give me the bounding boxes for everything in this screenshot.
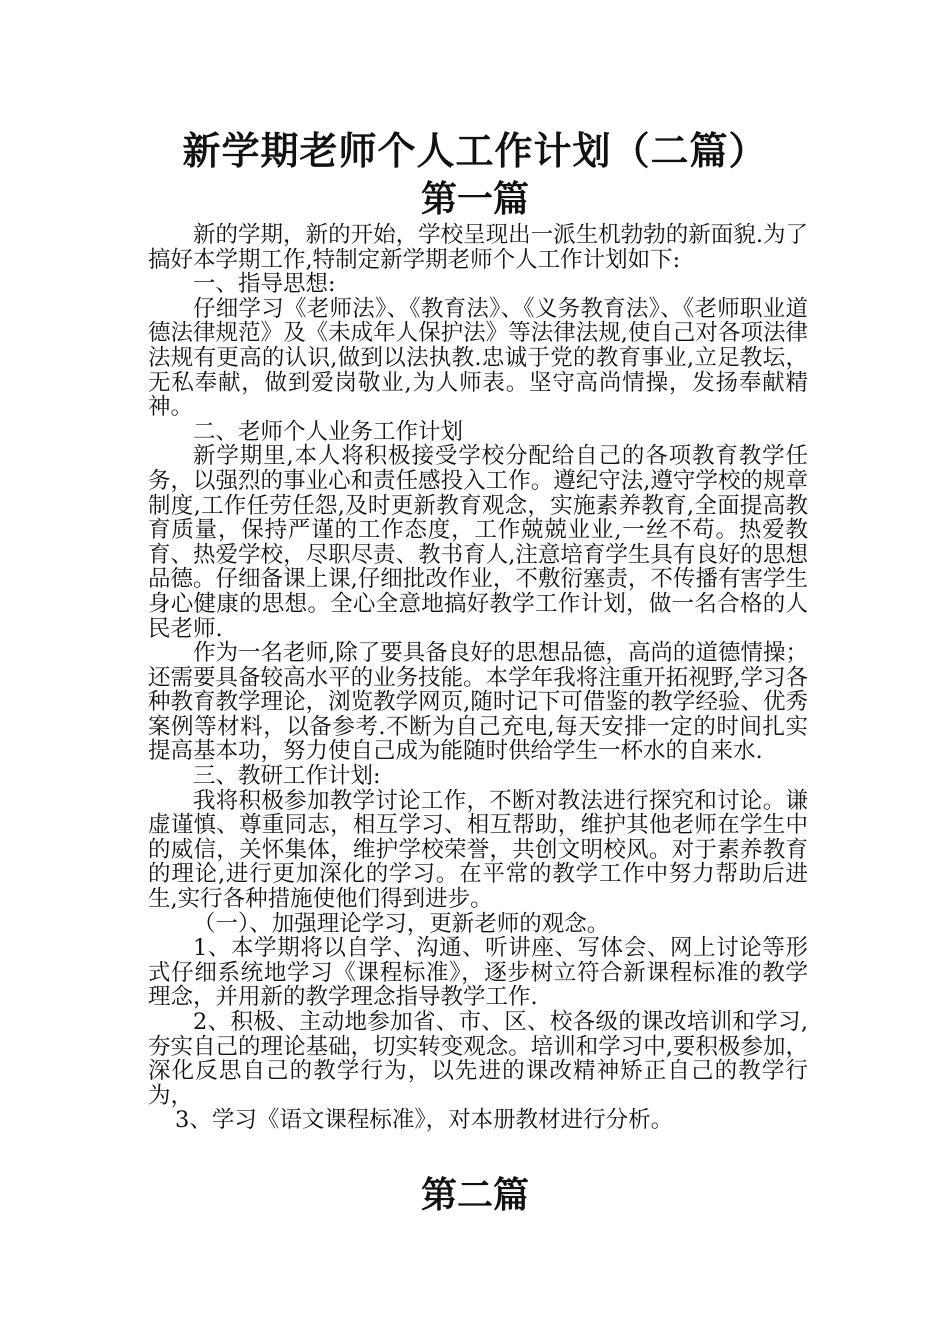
body-text [148,223,808,1133]
document-title: 新学期老师个人工作计划（二篇） [182,129,768,173]
section-heading-2: 第二篇 [420,1175,529,1216]
paragraph-item-1: 1、本学期将以自学、沟通、听讲座、写体会、网上讨论等形式仔细系统地学习《课程标准》，逐步树立符合新课程标准的教学理念，并用新的教学理念指导教学工作. [148,935,808,1011]
paragraph-heading-business: 二、老师个人业务工作计划 [193,418,464,445]
paragraph-item-3: 3、学习《语文课程标准》，对本册教材进行分析。 [175,1107,674,1134]
section-heading-1: 第一篇 [420,179,529,220]
paragraph-intro: 新的学期，新的开始，学校呈现出一派生机勃勃的新面貌.为了搞好本学期工作,特制定新学期老师个人工作计划如下: [148,222,808,273]
paragraph-item-2: 2、积极、主动地参加省、市、区、校各级的课改培训和学习,夯实自己的理论基础，切实转变观念。培训和学习中,要积极参加，深化反思自己的教学行为，以先进的课改精神矫正自己的教学行为， [148,1009,808,1109]
paragraph-research: 我将积极参加教学讨论工作，不断对教法进行探究和讨论。谦虚谨慎、尊重同志，相互学习、相互帮助，维护其他老师在学生中的威信，关怀集体，维护学校荣誉，共创文明校风。对于素养教育的理论,进行更加深化的学习。在平常的教学工作中努力帮助后进生,实行各种措施使他们得到进步。 [148,787,808,913]
paragraph-business-2: 作为一名老师,除了要具备良好的思想品德，高尚的道德情操；还需要具备较高水平的业务技能。本学年我将注重开拓视野,学习各种教育教学理论，浏览教学网页,随时记下可借鉴的教学经验、优秀案例等材料，以备参考.不断为自己充电,每天安排一定的时间扎实提高基本功，努力使自己成为能随时供给学生一杯水的自来水. [148,640,808,765]
paragraph-heading-guiding: 一、指导思想: [193,271,336,298]
paragraph-subheading-theory: （一）、加强理论学习，更新老师的观念。 [193,910,610,937]
paragraph-guiding: 仔细学习《老师法》、《教育法》、《义务教育法》、《老师职业道德法律规范》及《未成年人保护法》等法律法规,使自己对各项法律法规有更高的认识,做到以法执教.忠诚于党的教育事业,立足教坛，无私奉献，做到爱岗敬业,为人师表。坚守高尚情操，发扬奉献精神。 [148,295,808,421]
paragraph-business-1: 新学期里,本人将积极接受学校分配给自己的各项教育教学任务，以强烈的事业心和责任感投入工作。遵纪守法,遵守学校的规章制度,工作任劳任怨,及时更新教育观念，实施素养教育,全面提高教育质量，保持严谨的工作态度，工作兢兢业业,一丝不苟。热爱教育、热爱学校，尽职尽责、教书育人,注意培育学生具有良好的思想品德。仔细备课上课,仔细批改作业，不敷衍塞责，不传播有害学生身心健康的思想。全心全意地搞好教学工作计划，做一名合格的人民老师. [148,443,808,642]
paragraph-heading-research: 三、教研工作计划: [193,763,381,790]
